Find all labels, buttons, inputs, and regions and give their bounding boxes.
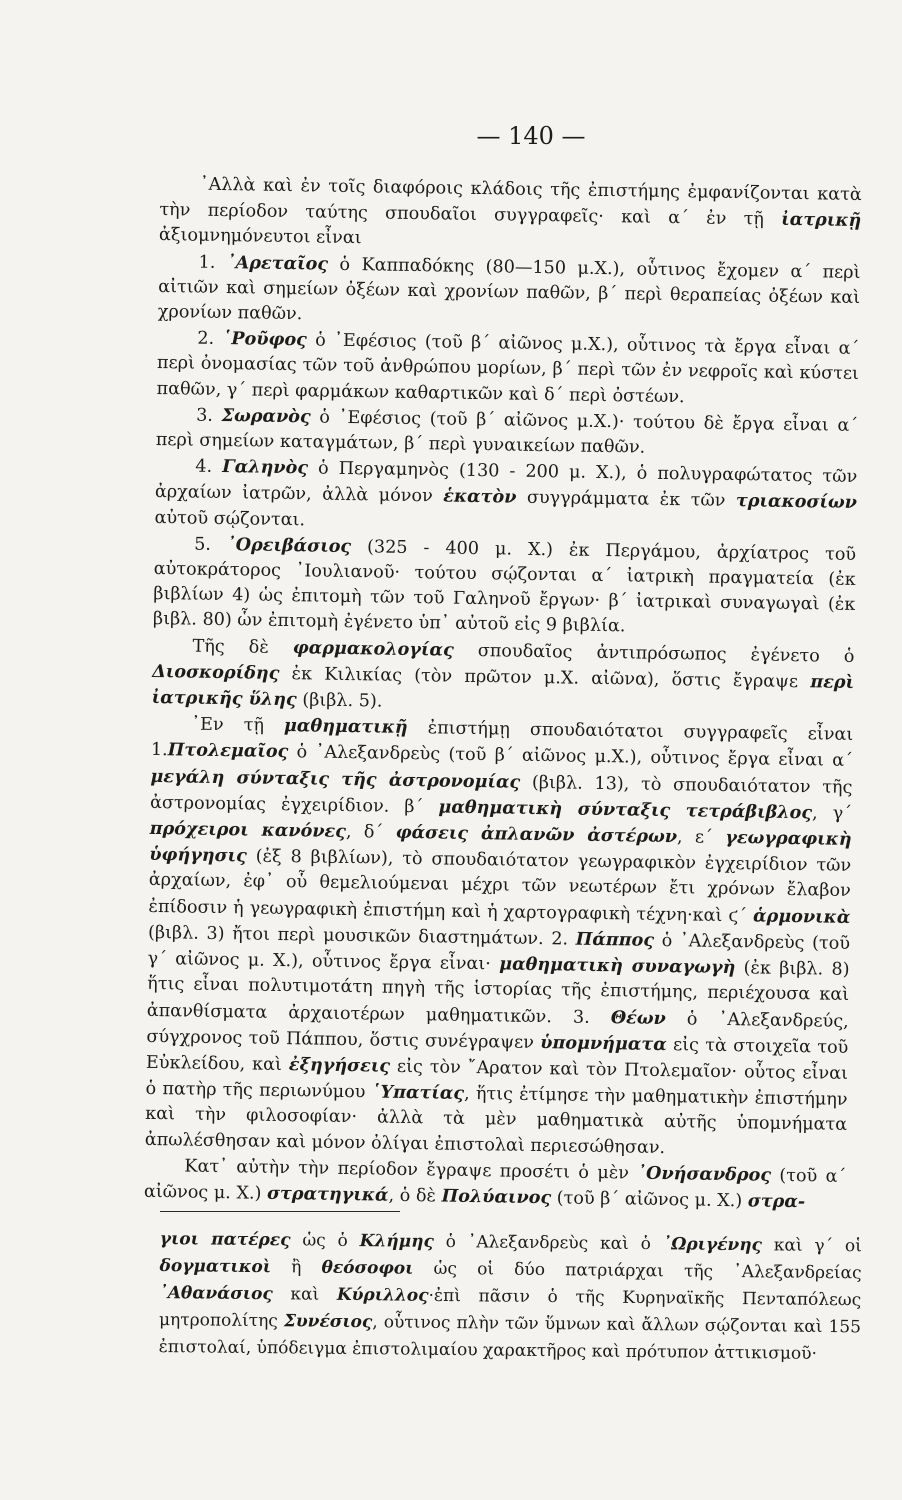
emphasis: ἰατρικῇ	[781, 208, 862, 232]
text-run: , δ΄	[345, 822, 396, 843]
emphasis: ᾿Ονήσανδρος	[637, 1162, 772, 1186]
text-run: (βιβλ. 13), τὸ σπουδαιότατον τῆς ἀστρονομίας ἐγχειρίδιον. β΄	[149, 772, 853, 818]
item-number: 1.	[198, 252, 228, 273]
author-name: Σωρανὸς	[221, 404, 311, 428]
emphasis: μαθηματικῇ	[283, 715, 408, 739]
text-run: (βιβλ. 5).	[296, 690, 383, 712]
item-number: 5.	[193, 534, 228, 555]
emphasis: φάσεις ἀπλανῶν ἀστέρων	[395, 821, 678, 848]
text-run: ἐκ Κιλικίας (τὸν πρῶτον μ.Χ. αἰῶνα), ὅστις ἔγραψε	[279, 663, 811, 693]
text-run: καὶ γ΄ οἱ	[761, 1235, 862, 1257]
text-run: ὁ ᾿Αλεξανδρεύς, σύγχρονος τοῦ Πάππου, ὅστις συνέγραψεν	[146, 1008, 849, 1053]
emphasis: Κλήμης	[359, 1231, 434, 1252]
text-run: ὁ ᾿Αλεξανδρεὺς καὶ ὁ	[433, 1231, 663, 1255]
author-name: ᾿Ορειβάσιος	[226, 533, 352, 557]
text-run: ἀξιομνημόνευτοι εἶναι	[158, 225, 362, 249]
text-run: , ὁ δὲ	[388, 1185, 442, 1207]
text-run: ὁ Καππαδόκης (80—150 μ.Χ.), οὗτινος ἔχομεν α΄ περὶ αἰτιῶν καὶ σημείων ὀξέων καὶ χρονίων παθῶν, β΄ περὶ θεραπείας ὀξέων καὶ χρονίων παθῶν.	[157, 254, 861, 325]
paragraph-period	[144, 1153, 847, 1216]
item-number: 4.	[195, 456, 223, 478]
text-run: ·ἐπὶ πᾶσιν ὁ τῆς Κυρηναϊκῆς Πενταπόλεως μητροπολίτης	[158, 1285, 862, 1332]
text-run: , ἥτις ἐτίμησε τὴν μαθηματικὴν ἐπιστήμην καὶ τὴν φιλοσοφίαν· ἀλλὰ τὰ μὲν μαθηματικὰ αὐτῆς ὑπομνήματα ἀπωλέσθησαν καὶ μόνον ὀλίγαι ἐπιστολαὶ περιεσώθησαν.	[144, 1084, 848, 1158]
text-run: ἢ	[270, 1257, 322, 1278]
list-item-1	[158, 249, 861, 337]
emphasis: Πάππος	[575, 928, 655, 951]
item-number: 2.	[197, 328, 223, 350]
paragraph-pharmacology	[152, 633, 855, 723]
emphasis: Συνέσιος	[283, 1311, 373, 1333]
author-name: ᾿Αρεταῖος	[226, 251, 329, 275]
text-run: συγγράμματα ἐκ τῶν	[516, 488, 737, 512]
emphasis: γεωγραφικὴ ὑφήγησις	[149, 827, 852, 867]
emphasis: φαρμακολογίας	[292, 636, 454, 661]
emphasis: στρα-	[747, 1190, 806, 1213]
list-item-2	[156, 325, 859, 413]
author-name: ῾Ροῦφος	[222, 328, 308, 351]
author-name: Γαληνὸς	[222, 456, 309, 479]
text-run: ὁ ᾿Εφέσιος (τοῦ β΄ αἰῶνος μ.Χ.)· τούτου δὲ ἔργα εἶναι α΄ περὶ σημείων καταγμάτων, β΄ περὶ γυναικείων παθῶν.	[155, 407, 859, 458]
emphasis: ἐξηγήσεις	[288, 1054, 391, 1077]
text-run: (βιβλ. 3) ἤτοι περὶ μουσικῶν διαστημάτων. 2.	[147, 922, 576, 950]
footnote	[159, 1226, 862, 1368]
text-run: σπουδαῖος ἀντιπρόσωπος ἐγένετο ὁ	[453, 640, 855, 667]
text-run: ἐπιστήμῃ σπουδαιότατοι συγγραφεῖς εἶναι 1.	[150, 718, 854, 761]
text-run: Τῆς δὲ	[192, 636, 293, 658]
emphasis: μαθηματικὴ συναγωγὴ	[498, 953, 736, 979]
main-text	[144, 172, 862, 1216]
text-run: ᾿Εν τῇ	[191, 714, 285, 737]
paragraph-mathematics	[145, 711, 854, 1163]
emphasis: μεγάλη σύνταξις τῆς ἀστρονομίας	[150, 765, 521, 793]
emphasis: μαθηματικὴ σύνταξις τετράβιβλος	[438, 796, 813, 824]
text-run: , οὗτινος πλὴν τῶν ὕμνων καὶ ἄλλων σῴζονται καὶ 155 ἐπιστολαί, ὑπόδειγμα ἐπιστολιμαίου χαρακτῆρος καὶ πρότυπον ἀττικισμοῦ·	[158, 1312, 862, 1365]
text-run: ὁ Περγαμηνὸς (130 - 200 μ. Χ.), ὁ πολυγραφώτατος τῶν ἀρχαίων ἰατρῶν, ἀλλὰ μόνον	[154, 458, 858, 507]
paragraph-intro	[159, 172, 862, 260]
text-run: ὁ ᾿Αλεξανδρεὺς (τοῦ γ΄ αἰῶνος μ. Χ.), οὗτινος ἔργα εἶναι·	[147, 930, 851, 975]
emphasis: Πολύαινος	[441, 1185, 552, 1209]
text-run: αὐτοῦ σῴζονται.	[154, 507, 306, 530]
emphasis: Πτολεμαῖος	[167, 739, 289, 763]
text-run: (325 - 400 μ. Χ.) ἐκ Περγάμου, ἀρχίατρος τοῦ αὐτοκράτορος ᾿Ιουλιανοῦ· τούτου σῴζονται α΄ ἰατρικὴ πραγματεία (ἐκ βιβλίων 4) ὡς ἐπιτομὴ τῶν τοῦ Γαληνοῦ ἔργων· β΄ ἰατρικαὶ συναγωγαὶ (ἐκ βιβλ. 80) ὧν ἐπιτομὴ ἐγένετο ὑπ᾿ αὐτοῦ εἰς 9 βιβλία.	[152, 536, 857, 637]
emphasis: Κύριλλος	[336, 1284, 429, 1306]
emphasis: τριακοσίων	[735, 490, 858, 514]
emphasis: ᾿Αθανάσιος	[159, 1283, 273, 1305]
item-number: 3.	[196, 405, 222, 426]
page-number: — 140 —	[476, 122, 586, 150]
text-run: εἰς τὸν ῎Αρατον καὶ τὸν Πτολεμαῖον· οὗτος εἶναι ὁ πατὴρ τῆς περιωνύμου	[145, 1056, 849, 1103]
emphasis: περὶ ἰατρικῆς ὕλης	[151, 671, 855, 711]
footnote-divider	[160, 1211, 400, 1212]
list-item-5	[153, 531, 857, 644]
text-run: ᾿Αλλὰ καὶ ἐν τοῖς διαφόροις κλάδοις τῆς ἐπιστήμης ἐμφανίζονται κατὰ τὴν περίοδον ταύτης σπουδαῖοι συγγραφεῖς· καὶ α΄ ἐν τῇ	[159, 174, 862, 230]
text-run: ὡς οἱ δύο πατριάρχαι τῆς ᾿Αλεξανδρείας	[413, 1258, 862, 1284]
text-run: (ἐκ βιβλ. 8) ἥτις εἶναι πολυτιμοτάτη πηγὴ τῆς ἱστορίας τῆς ἐπιστήμης, περιέχουσα καὶ ἀπανθίσματα ἀρχαιοτέρων μαθηματικῶν. 3.	[146, 958, 850, 1028]
emphasis: πρόχειροι κανόνες	[149, 817, 347, 843]
emphasis: δογματικοὶ	[159, 1256, 272, 1278]
text-run: (τοῦ β΄ αἰῶνος μ. Χ.)	[550, 1188, 748, 1212]
emphasis: ἁρμονικὰ	[752, 905, 851, 928]
text-run: , γ΄	[811, 803, 853, 824]
text-run: (τοῦ α΄ αἰῶνος μ. Χ.)	[143, 1165, 847, 1204]
footnote-paragraph	[159, 1226, 862, 1368]
text-run: ὁ ᾿Εφέσιος (τοῦ β΄ αἰῶνος μ.Χ.), οὗτινος τὰ ἔργα εἶναι α΄ περὶ ὀνομασίας τῶν τοῦ ἀνθρώπου μορίων, β΄ περὶ τῶν ἐν νεφροῖς καὶ κύστει παθῶν, γ΄ περὶ φαρμάκων καθαρτικῶν καὶ δ΄ περὶ ὀστέων.	[156, 330, 860, 407]
text-run: ὡς ὁ	[290, 1230, 360, 1252]
emphasis: ῾Υπατίας	[371, 1081, 465, 1104]
text-run: , ε΄	[676, 827, 726, 849]
text-run: εἰς τὰ στοιχεῖα τοῦ Εὐκλείδου, καὶ	[145, 1034, 849, 1076]
text-run: ὁ ᾿Αλεξανδρεὺς (τοῦ β΄ αἰῶνος μ.Χ.), οὗτινος ἔργα εἶναι α΄	[288, 742, 853, 772]
text-run: (ἐξ 8 βιβλίων), τὸ σπουδαιότατον γεωγραφικὸν ἐγχειρίδιον τῶν ἀρχαίων, ἐφ᾿ οὗ θεμελιούμεναι μέχρι τῶν νεωτέρων ἔτι χρόνων ἔλαβον ἐπίδοσιν ἡ γεωγραφικὴ ἐπιστήμη καὶ ἡ χαρτογραφικὴ τέχνη·καὶ ϛ΄	[148, 846, 852, 927]
list-item-4	[154, 453, 857, 542]
text-run: καὶ	[272, 1284, 338, 1305]
emphasis: γιοι πατέρες	[159, 1229, 291, 1251]
emphasis: ὑπομνήματα	[540, 1031, 667, 1055]
emphasis: θεόσοφοι	[321, 1257, 414, 1279]
emphasis: στρατηγικά	[266, 1182, 389, 1206]
emphasis: ᾿Ωριγένης	[662, 1234, 763, 1256]
emphasis: ἑκατὸν	[443, 485, 517, 509]
emphasis: Θέων	[610, 1006, 666, 1029]
text-run: Κατ᾿ αὐτὴν τὴν περίοδον ἔγραψε προσέτι ὁ μὲν	[184, 1156, 638, 1184]
emphasis: Διοσκορίδης	[151, 660, 280, 684]
